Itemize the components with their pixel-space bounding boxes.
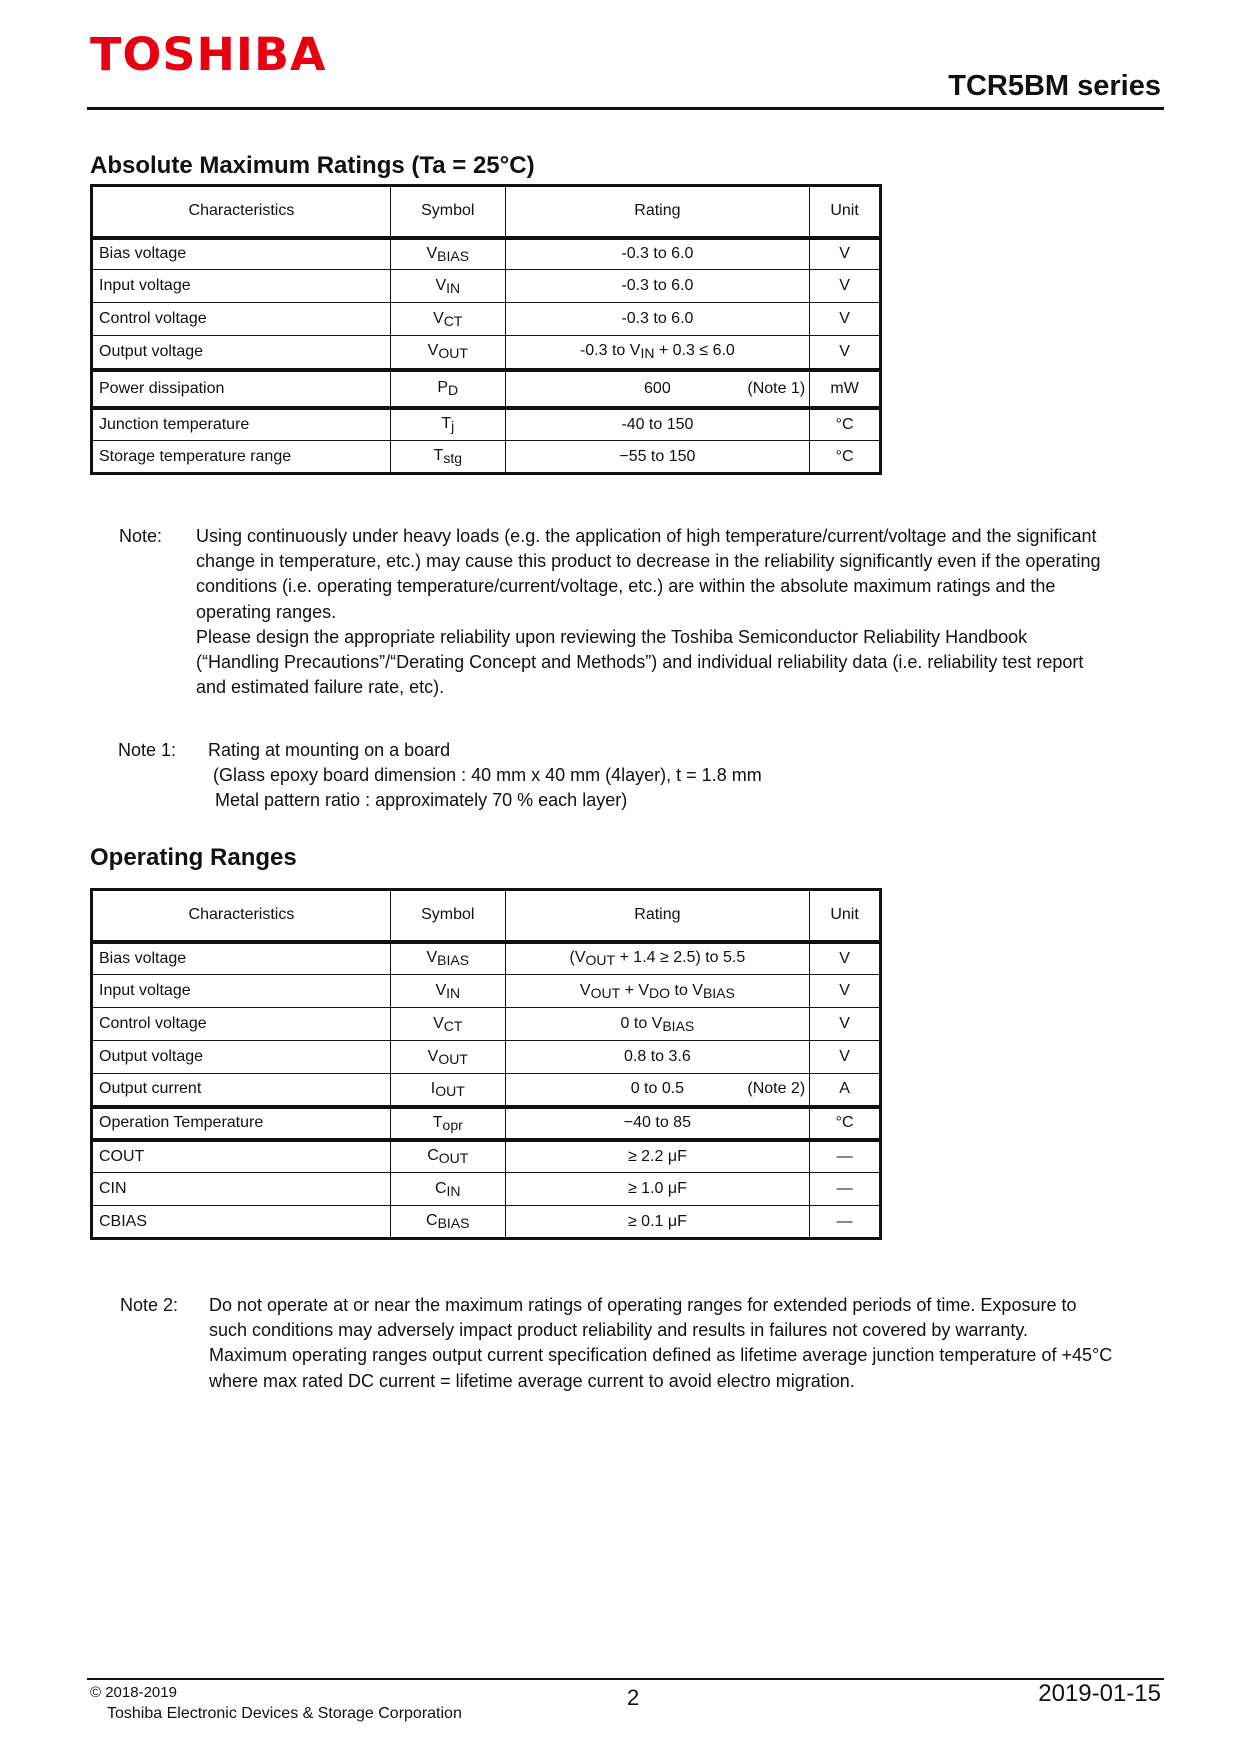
rating-text: −40 to 85: [623, 1114, 691, 1131]
symbol-main: V: [426, 244, 438, 262]
rating-text: −55 to 150: [619, 447, 696, 465]
note2-label: Note 2:: [120, 1295, 179, 1315]
unit-cell: V: [810, 270, 881, 303]
note-label: Note:: [119, 526, 163, 546]
rating-text: -0.3 to 6.0: [621, 245, 694, 263]
symbol-cell: [390, 1173, 505, 1206]
unit-cell: —: [810, 1173, 881, 1206]
rating-text: ≥ 1.0 μF: [627, 1180, 687, 1197]
note1-line: Metal pattern ratio : approximately 70 % each layer): [215, 790, 628, 810]
table-row: [92, 238, 881, 270]
symbol-subscript: stg: [443, 450, 462, 466]
symbol-subscript: BIAS: [437, 247, 470, 264]
symbol-main: I: [430, 1079, 436, 1097]
rating-cell: [505, 1074, 810, 1107]
symbol-cell: [390, 336, 505, 370]
symbol-subscript: OUT: [438, 1050, 468, 1067]
symbol-cell: [390, 1008, 505, 1041]
table-row: [92, 1107, 881, 1140]
characteristic-cell: Bias voltage: [92, 942, 391, 975]
rating-text: + V: [620, 981, 650, 999]
symbol-subscript: IN: [446, 279, 461, 296]
rating-note: (Note 2): [747, 1080, 806, 1098]
characteristic-cell: Output current: [92, 1074, 391, 1107]
rating-text: ≥ 0.1 μF: [627, 1212, 687, 1230]
symbol-main: C: [426, 1212, 438, 1229]
note2-text: [209, 1293, 1112, 1394]
table-row: [92, 441, 881, 474]
header-row: [92, 890, 881, 942]
unit-cell: —: [810, 1140, 881, 1173]
characteristic-cell: Output voltage: [92, 1041, 391, 1074]
table-row: [92, 1008, 881, 1041]
rating-text: V: [579, 981, 591, 999]
page-number: 2: [627, 1685, 640, 1710]
rating-subscript: BIAS: [662, 1017, 695, 1034]
rating-subscript: OUT: [585, 952, 616, 969]
operating-ranges-title: Operating Ranges: [90, 844, 297, 871]
column-header: Rating: [505, 890, 810, 942]
note-line: where max rated DC current = lifetime average current to avoid electro migration.: [209, 1370, 855, 1391]
symbol-main: C: [427, 1147, 439, 1165]
rating-cell: [505, 942, 810, 975]
rating-cell: [505, 370, 810, 408]
symbol-main: V: [433, 1014, 444, 1032]
unit-cell: °C: [810, 408, 881, 441]
unit-cell: V: [810, 975, 881, 1008]
symbol-main: T: [441, 415, 452, 433]
characteristic-cell: Control voltage: [92, 303, 391, 336]
rating-cell: [505, 1140, 810, 1173]
unit-cell: mW: [810, 370, 881, 408]
symbol-cell: [390, 408, 505, 441]
header-divider: [87, 107, 1164, 110]
table-row: [92, 370, 881, 408]
symbol-cell: [390, 1107, 505, 1140]
table-row: [92, 1173, 881, 1206]
note-line: Do not operate at or near the maximum ratings of operating ranges for extended periods of time. Exposure to: [209, 1295, 1077, 1315]
symbol-subscript: D: [448, 382, 459, 398]
rating-cell: [505, 270, 810, 303]
rating-cell: [505, 336, 810, 370]
symbol-main: V: [435, 276, 447, 294]
rating-cell: [505, 1041, 810, 1074]
symbol-cell: [390, 942, 505, 975]
unit-cell: °C: [810, 441, 881, 474]
characteristic-cell: Input voltage: [92, 975, 391, 1008]
characteristic-cell: Control voltage: [92, 1008, 391, 1041]
unit-cell: V: [810, 336, 881, 370]
toshiba-logo: TOSHIBA: [90, 28, 327, 81]
characteristic-cell: Storage temperature range: [92, 441, 391, 474]
symbol-cell: [390, 270, 505, 303]
rating-text: 0.8 to 3.6: [624, 1048, 691, 1065]
note-line: Maximum operating ranges output current specification defined as lifetime average junction temperature of +45°C: [209, 1345, 1113, 1366]
rating-subscript: OUT: [590, 984, 621, 1001]
rating-text: to V: [670, 981, 703, 999]
table-row: [92, 270, 881, 303]
symbol-cell: [390, 1206, 505, 1239]
symbol-subscript: CT: [443, 312, 463, 329]
symbol-cell: [390, 441, 505, 474]
characteristic-cell: Operation Temperature: [92, 1107, 391, 1140]
symbol-main: T: [433, 447, 444, 464]
symbol-subscript: OUT: [438, 345, 468, 362]
rating-text: -0.3 to 6.0: [621, 277, 694, 294]
symbol-main: C: [434, 1179, 447, 1197]
symbol-subscript: CT: [443, 1017, 463, 1034]
abs-max-table: [90, 184, 882, 475]
symbol-cell: [390, 975, 505, 1008]
rating-cell: [505, 408, 810, 441]
abs-max-title: Absolute Maximum Ratings (Ta = 25°C): [90, 152, 535, 179]
symbol-main: V: [433, 309, 444, 327]
operating-ranges-table: [90, 888, 882, 1240]
characteristic-cell: Junction temperature: [92, 408, 391, 441]
symbol-subscript: OUT: [435, 1082, 465, 1099]
symbol-subscript: OUT: [438, 1150, 469, 1167]
unit-cell: V: [810, 238, 881, 270]
characteristic-cell: Output voltage: [92, 336, 391, 370]
column-header: Characteristics: [92, 890, 391, 942]
document-date: 2019-01-15: [1038, 1680, 1161, 1707]
rating-cell: [505, 975, 810, 1008]
symbol-main: P: [437, 379, 449, 396]
note1-line: Rating at mounting on a board: [208, 740, 451, 760]
table-row: [92, 1140, 881, 1173]
rating-subscript: IN: [640, 345, 655, 362]
table-row: [92, 408, 881, 441]
company-name: Toshiba Electronic Devices & Storage Corporation: [107, 1705, 462, 1722]
rating-note: (Note 1): [747, 379, 806, 397]
characteristic-cell: CBIAS: [92, 1206, 391, 1239]
rating-text: 600: [644, 379, 671, 397]
table-row: [92, 975, 881, 1008]
unit-cell: V: [810, 1008, 881, 1041]
note-line: change in temperature, etc.) may cause this product to decrease in the reliability significantly even if the operating: [196, 551, 1101, 572]
symbol-cell: [390, 303, 505, 336]
symbol-main: T: [432, 1113, 443, 1131]
column-header: Unit: [810, 890, 881, 942]
table-row: [92, 1074, 881, 1107]
symbol-cell: [390, 1140, 505, 1173]
footer-divider: [87, 1678, 1164, 1680]
rating-cell: [505, 1008, 810, 1041]
note-line: such conditions may adversely impact product reliability and results in failures not covered by warranty.: [209, 1320, 1029, 1341]
symbol-subscript: BIAS: [437, 952, 470, 969]
copyright: © 2018-2019: [90, 1684, 177, 1701]
unit-cell: V: [810, 303, 881, 336]
note-line: Please design the appropriate reliability upon reviewing the Toshiba Semiconductor Reliability Handbook: [196, 626, 1028, 647]
characteristic-cell: Input voltage: [92, 270, 391, 303]
symbol-cell: [390, 1074, 505, 1107]
header-row: [92, 186, 881, 238]
symbol-cell: [390, 1041, 505, 1074]
column-header: Unit: [810, 186, 881, 238]
unit-cell: V: [810, 1041, 881, 1074]
characteristic-cell: CIN: [92, 1173, 391, 1206]
table-row: [92, 942, 881, 975]
note-text: [196, 524, 1101, 700]
unit-cell: A: [810, 1074, 881, 1107]
symbol-main: V: [435, 981, 447, 999]
characteristic-cell: COUT: [92, 1140, 391, 1173]
note-line: operating ranges.: [196, 601, 337, 622]
symbol-cell: [390, 370, 505, 408]
symbol-subscript: BIAS: [437, 1215, 470, 1231]
note-line: conditions (i.e. operating temperature/current/voltage, etc.) are within the absolute maximum ratings and the: [196, 576, 1056, 597]
note1-label: Note 1:: [118, 740, 177, 760]
rating-cell: [505, 303, 810, 336]
rating-subscript: BIAS: [702, 984, 735, 1001]
rating-text: -40 to 150: [621, 415, 694, 433]
series-title: TCR5BM series: [948, 70, 1161, 102]
note1-line: (Glass epoxy board dimension : 40 mm x 40 mm (4layer), t = 1.8 mm: [213, 765, 762, 785]
column-header: Symbol: [390, 890, 505, 942]
table-row: [92, 1041, 881, 1074]
rating-text: 0 to V: [620, 1014, 663, 1032]
characteristic-cell: Power dissipation: [92, 370, 391, 408]
table-row: [92, 1206, 881, 1239]
rating-text: 0 to 0.5: [630, 1080, 685, 1098]
table-row: [92, 303, 881, 336]
rating-cell: [505, 1206, 810, 1239]
symbol-main: V: [426, 949, 438, 967]
symbol-cell: [390, 238, 505, 270]
rating-cell: [505, 238, 810, 270]
symbol-subscript: IN: [446, 1182, 461, 1199]
characteristic-cell: Bias voltage: [92, 238, 391, 270]
note-line: and estimated failure rate, etc).: [196, 677, 445, 698]
unit-cell: °C: [810, 1107, 881, 1140]
rating-text: + 1.4 ≥ 2.5) to 5.5: [615, 949, 746, 967]
rating-subscript: DO: [649, 984, 671, 1001]
column-header: Symbol: [390, 186, 505, 238]
rating-text: ≥ 2.2 μF: [627, 1147, 687, 1165]
rating-text: -0.3 to 6.0: [621, 310, 694, 327]
table-row: [92, 336, 881, 370]
column-header: Characteristics: [92, 186, 391, 238]
rating-text: (V: [569, 949, 586, 967]
column-header: Rating: [505, 186, 810, 238]
symbol-subscript: j: [451, 418, 455, 435]
unit-cell: —: [810, 1206, 881, 1239]
symbol-main: V: [427, 1047, 439, 1065]
symbol-main: V: [427, 342, 439, 360]
note-line: (“Handling Precautions”/“Derating Concept and Methods”) and individual reliability data (i.e. reliability test report: [196, 652, 1084, 673]
symbol-subscript: IN: [446, 984, 461, 1001]
unit-cell: V: [810, 942, 881, 975]
note-line: Using continuously under heavy loads (e.g. the application of high temperature/current/voltage and the significant: [196, 526, 1097, 546]
symbol-subscript: opr: [442, 1116, 463, 1133]
rating-cell: [505, 1173, 810, 1206]
rating-cell: [505, 1107, 810, 1140]
rating-text: + 0.3 ≤ 6.0: [654, 342, 735, 360]
rating-cell: [505, 441, 810, 474]
rating-text: -0.3 to V: [579, 342, 641, 360]
